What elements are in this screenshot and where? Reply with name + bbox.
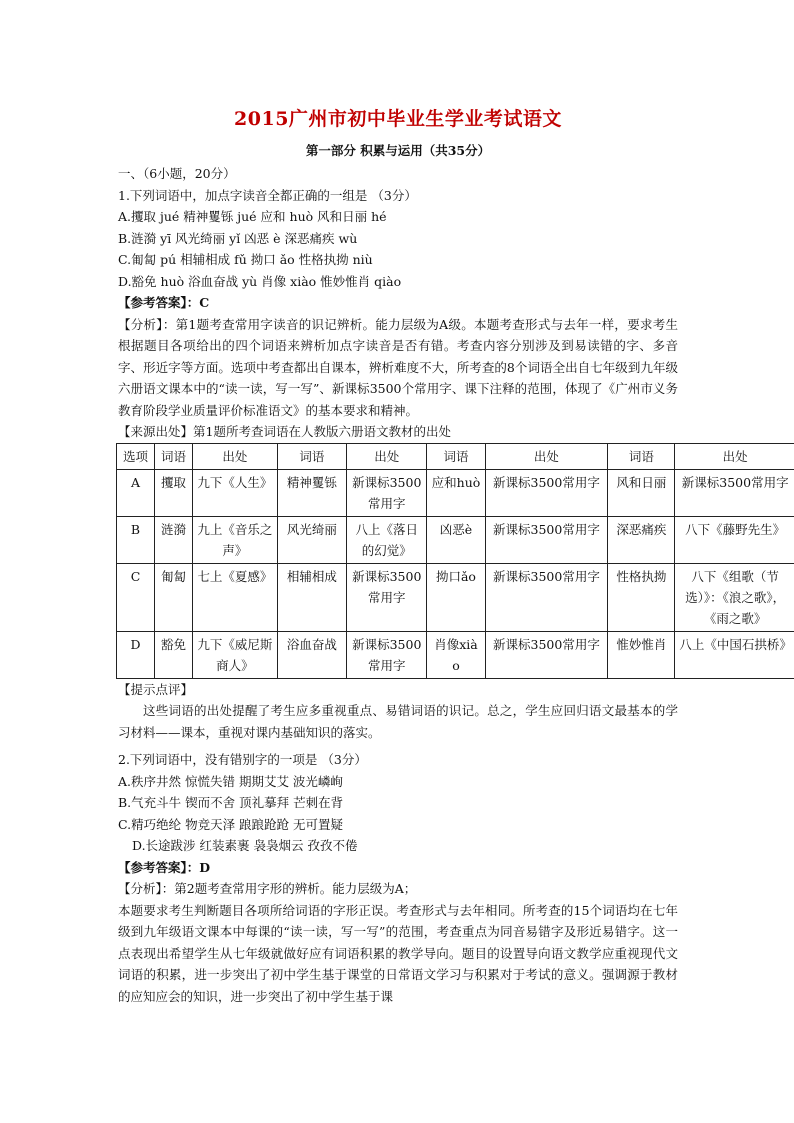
section-heading: 一、（6小题，20分） [118,166,236,181]
table-cell: 豁免 [154,631,192,678]
q2-analysis-heading: 【分析】：第2题考查常用字形的辨析。能力层级为A； [118,881,417,896]
q1-stem: 1.下列词语中，加点字读音全都正确的一组是 （3分） [118,187,417,203]
header-cell: 词语 [277,443,346,469]
table-cell: 凶恶è [427,516,485,563]
q1-answer: 【参考答案】：C [118,295,210,310]
table-cell: D [117,631,155,678]
tip-text: 这些词语的出处提醒了考生应多重视重点、易错词语的识记。总之，学生应回归语文最基本的学习材料——课本，重视对课内基础知识的落实。 [118,703,678,740]
q2-analysis: 本题要求考生判断题目各项所给词语的字形正误。考查形式与去年相同。所考查的15个词语均在七年级到九年级语文课本中每课的“读一读，写一写”的范围，考查重点为同音易错字及形近易错字。这一点表现出希望学生从七年级就做好应有词语积累的教学导向。题目的设置导向语文教学应重视现代文词语的积累，进一步突出了初中学生基于课堂的日常语文学习与积累对于考试的意义。强调源于教材的应知应会的知识，进一步突出了初中学生基于课 [118,902,678,1004]
header-cell: 出处 [485,443,608,469]
header-cell: 选项 [117,443,155,469]
q1-analysis: 【分析】：第1题考查常用字读音的识记辨析。能力层级为A级。本题考查形式与去年一样，要求考生根据题目各项给出的四个词语来辨析加点字读音是否有错。考查内容分别涉及到易读错的字、多音字、形近字等方面。选项中考查都出自课本，辨析难度不大，所考查的8个词语全出自七年级到九年级六册语文课本中的“读一读，写一写”、新课标3500个常用字、课下注释的范围，体现了《广州市义务教育阶段学业质量评价标准语文》的基本要求和精神。 [118,316,678,418]
table-cell: 八上《落日的幻觉》 [347,516,427,563]
q2-option-a: A.秩序井然 惊慌失错 期期艾艾 波光嶙峋 [118,773,343,789]
tip-heading: 【提示点评】 [118,681,194,697]
table-cell: 新课标3500常用字 [485,563,608,631]
table-row [117,631,794,678]
table-cell: 风和日丽 [608,469,675,516]
q2-option-c: C.精巧绝纶 物竞天泽 踉踉跄跄 无可置疑 [118,816,344,832]
header-cell: 词语 [154,443,192,469]
q2-option-b: B.气充斗牛 锲而不舍 顶礼摹拜 芒刺在背 [118,795,344,810]
table-cell: A [117,469,155,516]
source-table [116,443,794,679]
table-cell: 新课标3500常用字 [485,516,608,563]
q1-option-a: A.攫取 jué 精神矍铄 jué 应和 huò 风和日丽 hé [118,209,387,224]
q2-answer: 【参考答案】：D [118,859,211,875]
table-row [117,516,794,563]
table-cell: 新课标3500常用字 [347,469,427,516]
table-cell: 深恶痛疾 [608,516,675,563]
table-cell: 八下《组歌（节选）》：《浪之歌》，《雨之歌》 [675,563,794,631]
q1-option-d: D.豁免 huò 浴血奋战 yù 肖像 xiào 惟妙惟肖 qiào [118,273,402,289]
table-header-row [117,443,794,469]
table-cell: 新课标3500常用字 [675,469,794,516]
table-cell: 精神矍铄 [277,469,346,516]
header-cell: 词语 [427,443,485,469]
header-cell: 出处 [347,443,427,469]
document-page [118,104,792,1007]
table-cell: 肖像xiào [427,631,485,678]
table-row [117,469,794,516]
table-cell: 应和huò [427,469,485,516]
table-cell: 匍匐 [154,563,192,631]
table-cell: 涟漪 [154,516,192,563]
table-row [117,563,794,631]
table-cell: 新课标3500常用字 [485,469,608,516]
q1-source: 【来源出处】第1题所考查词语在人教版六册语文教材的出处 [118,424,451,439]
table-cell: 九下《人生》 [192,469,277,516]
table-cell: 拗口ǎo [427,563,485,631]
table-cell: B [117,516,155,563]
table-cell: 八上《中国石拱桥》 [675,631,794,678]
table-cell: 风光绮丽 [277,516,346,563]
table-cell: 七上《夏感》 [192,563,277,631]
table-cell: 九下《威尼斯商人》 [192,631,277,678]
table-cell: C [117,563,155,631]
q1-option-c: C.匍匐 pú 相辅相成 fǔ 拗口 ǎo 性格执拗 niù [118,252,373,267]
q1-option-b: B.涟漪 yī 风光绮丽 yǐ 凶恶 è 深恶痛疾 wù [118,230,358,246]
table-cell: 惟妙惟肖 [608,631,675,678]
document-title: 2015广州市初中毕业生学业考试语文 [234,108,562,130]
header-cell: 出处 [192,443,277,469]
part-heading: 第一部分 积累与运用（共35分） [305,143,491,158]
table-cell: 性格执拗 [608,563,675,631]
table-cell: 八下《藤野先生》 [675,516,794,563]
q2-stem: 2.下列词语中，没有错别字的一项是 （3分） [118,752,367,767]
table-cell: 新课标3500常用字 [347,563,427,631]
header-cell: 出处 [675,443,794,469]
header-cell: 词语 [608,443,675,469]
table-cell: 新课标3500常用字 [485,631,608,678]
q2-option-d: D.长途跋涉 红装素裹 袅袅烟云 孜孜不倦 [132,838,358,853]
table-cell: 新课标3500常用字 [347,631,427,678]
table-cell: 九上《音乐之声》 [192,516,277,563]
table-cell: 攫取 [154,469,192,516]
table-cell: 浴血奋战 [277,631,346,678]
table-cell: 相辅相成 [277,563,346,631]
